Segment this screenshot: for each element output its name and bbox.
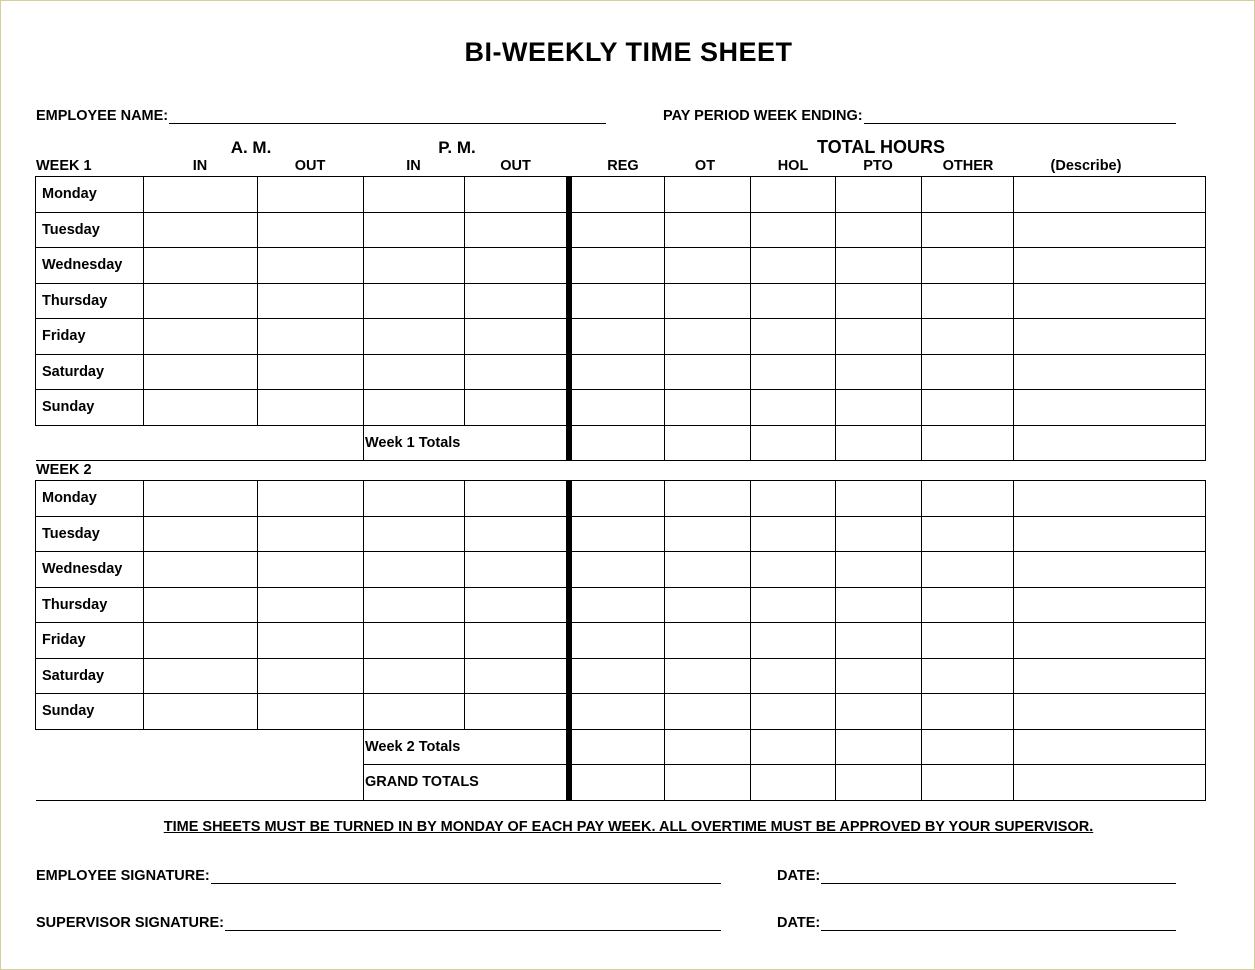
- am-out-cell[interactable]: [258, 481, 364, 517]
- reg-cell[interactable]: [569, 552, 665, 588]
- hol-cell[interactable]: [751, 177, 836, 213]
- reg-cell[interactable]: [569, 481, 665, 517]
- table-row: [36, 177, 1206, 213]
- am-out-cell[interactable]: [258, 212, 364, 248]
- ot-cell[interactable]: [665, 623, 751, 659]
- table-row: [36, 587, 1206, 623]
- table-row: [36, 212, 1206, 248]
- week1-table: [35, 176, 1206, 461]
- total-reg-cell[interactable]: [569, 765, 665, 801]
- pm-in-cell[interactable]: [364, 283, 465, 319]
- describe-cell[interactable]: [1014, 694, 1206, 730]
- other-cell[interactable]: [922, 319, 1014, 355]
- total-pto-cell[interactable]: [836, 729, 922, 765]
- am-in-cell[interactable]: [144, 283, 258, 319]
- describe-cell[interactable]: [1014, 623, 1206, 659]
- pm-out-cell[interactable]: [465, 248, 569, 284]
- am-in-cell[interactable]: [144, 694, 258, 730]
- pay-period-label: PAY PERIOD WEEK ENDING:: [663, 108, 863, 124]
- am-in-header: IN: [192, 158, 208, 174]
- am-out-cell[interactable]: [258, 552, 364, 588]
- reg-cell[interactable]: [569, 177, 665, 213]
- am-out-cell[interactable]: [258, 283, 364, 319]
- day-label: Wednesday: [36, 248, 144, 284]
- employee-date-label: DATE:: [777, 868, 821, 884]
- total-other-cell[interactable]: [922, 729, 1014, 765]
- employee-name-line[interactable]: [169, 107, 606, 124]
- day-label: Monday: [36, 481, 144, 517]
- ot-cell[interactable]: [665, 248, 751, 284]
- reg-cell[interactable]: [569, 623, 665, 659]
- day-label: Tuesday: [36, 212, 144, 248]
- employee-signature-field[interactable]: [36, 867, 721, 884]
- other-cell[interactable]: [922, 283, 1014, 319]
- am-out-cell[interactable]: [258, 390, 364, 426]
- reg-cell[interactable]: [569, 516, 665, 552]
- am-header: A. M.: [230, 138, 272, 157]
- total-describe-cell[interactable]: [1014, 425, 1206, 461]
- hol-cell[interactable]: [751, 248, 836, 284]
- total-describe-cell[interactable]: [1014, 729, 1206, 765]
- describe-cell[interactable]: [1014, 248, 1206, 284]
- pm-in-cell[interactable]: [364, 658, 465, 694]
- other-cell[interactable]: [922, 552, 1014, 588]
- table-row: [36, 658, 1206, 694]
- table-row: [36, 319, 1206, 355]
- page-title: BI-WEEKLY TIME SHEET: [464, 37, 793, 67]
- notice-text: [1, 819, 1255, 835]
- table-row: [36, 390, 1206, 426]
- totals-row: [36, 729, 1206, 765]
- supervisor-date-field[interactable]: [777, 914, 1176, 931]
- reg-cell[interactable]: [569, 587, 665, 623]
- reg-cell[interactable]: [569, 694, 665, 730]
- supervisor-date-label: DATE:: [777, 915, 821, 931]
- am-in-cell[interactable]: [144, 177, 258, 213]
- blank-cell: [36, 765, 364, 801]
- am-out-cell[interactable]: [258, 177, 364, 213]
- pm-out-cell[interactable]: [465, 694, 569, 730]
- describe-cell[interactable]: [1014, 177, 1206, 213]
- other-cell[interactable]: [922, 623, 1014, 659]
- employee-name-field[interactable]: [36, 107, 606, 124]
- totals-label: GRAND TOTALS: [364, 765, 569, 801]
- hol-cell[interactable]: [751, 694, 836, 730]
- supervisor-signature-label: SUPERVISOR SIGNATURE:: [36, 915, 224, 931]
- pm-in-cell[interactable]: [364, 248, 465, 284]
- pto-cell[interactable]: [836, 587, 922, 623]
- am-out-cell[interactable]: [258, 694, 364, 730]
- pto-cell[interactable]: [836, 283, 922, 319]
- day-label: Sunday: [36, 694, 144, 730]
- total-pto-cell[interactable]: [836, 765, 922, 801]
- pm-in-cell[interactable]: [364, 319, 465, 355]
- day-label: Thursday: [36, 283, 144, 319]
- am-out-cell[interactable]: [258, 587, 364, 623]
- pto-cell[interactable]: [836, 552, 922, 588]
- table-row: [36, 623, 1206, 659]
- other-cell[interactable]: [922, 481, 1014, 517]
- pto-cell[interactable]: [836, 390, 922, 426]
- pm-in-cell[interactable]: [364, 354, 465, 390]
- reg-cell[interactable]: [569, 248, 665, 284]
- describe-cell[interactable]: [1014, 212, 1206, 248]
- other-cell[interactable]: [922, 658, 1014, 694]
- pto-cell[interactable]: [836, 516, 922, 552]
- other-cell[interactable]: [922, 248, 1014, 284]
- am-in-cell[interactable]: [144, 658, 258, 694]
- pto-cell[interactable]: [836, 354, 922, 390]
- pm-out-cell[interactable]: [465, 623, 569, 659]
- other-header: OTHER: [942, 158, 994, 174]
- employee-signature-label: EMPLOYEE SIGNATURE:: [36, 868, 210, 884]
- total-reg-cell[interactable]: [569, 425, 665, 461]
- table-row: [36, 283, 1206, 319]
- am-out-cell[interactable]: [258, 248, 364, 284]
- ot-cell[interactable]: [665, 481, 751, 517]
- day-label: Monday: [36, 177, 144, 213]
- total-hours-header: TOTAL HOURS: [816, 137, 945, 157]
- other-cell[interactable]: [922, 212, 1014, 248]
- am-out-cell[interactable]: [258, 516, 364, 552]
- hol-cell[interactable]: [751, 658, 836, 694]
- hol-cell[interactable]: [751, 587, 836, 623]
- pm-in-cell[interactable]: [364, 694, 465, 730]
- ot-cell[interactable]: [665, 516, 751, 552]
- total-hol-cell[interactable]: [751, 765, 836, 801]
- am-in-cell[interactable]: [144, 481, 258, 517]
- day-label: Thursday: [36, 587, 144, 623]
- other-cell[interactable]: [922, 390, 1014, 426]
- day-label: Tuesday: [36, 516, 144, 552]
- table-row: [36, 694, 1206, 730]
- am-in-cell[interactable]: [144, 623, 258, 659]
- am-in-cell[interactable]: [144, 248, 258, 284]
- day-label: Friday: [36, 623, 144, 659]
- reg-cell[interactable]: [569, 390, 665, 426]
- pm-out-header: OUT: [500, 158, 531, 174]
- pay-period-field[interactable]: [663, 107, 1176, 124]
- table-row: [36, 481, 1206, 517]
- supervisor-signature-field[interactable]: [36, 914, 721, 931]
- hol-cell[interactable]: [751, 283, 836, 319]
- am-out-cell[interactable]: [258, 658, 364, 694]
- describe-cell[interactable]: [1014, 354, 1206, 390]
- describe-cell[interactable]: [1014, 390, 1206, 426]
- table-row: [36, 248, 1206, 284]
- reg-cell[interactable]: [569, 212, 665, 248]
- total-other-cell[interactable]: [922, 425, 1014, 461]
- am-out-cell[interactable]: [258, 319, 364, 355]
- pm-out-cell[interactable]: [465, 658, 569, 694]
- week2-table: [35, 480, 1206, 801]
- pm-out-cell[interactable]: [465, 481, 569, 517]
- pm-in-cell[interactable]: [364, 552, 465, 588]
- reg-cell[interactable]: [569, 283, 665, 319]
- supervisor-signature-line[interactable]: [225, 914, 721, 931]
- hol-cell[interactable]: [751, 516, 836, 552]
- other-cell[interactable]: [922, 177, 1014, 213]
- hol-cell[interactable]: [751, 390, 836, 426]
- pm-out-cell[interactable]: [465, 283, 569, 319]
- employee-name-label: EMPLOYEE NAME:: [36, 108, 169, 124]
- blank-cell: [36, 729, 364, 765]
- describe-cell[interactable]: [1014, 283, 1206, 319]
- day-label: Saturday: [36, 354, 144, 390]
- total-ot-cell[interactable]: [665, 765, 751, 801]
- am-in-cell[interactable]: [144, 587, 258, 623]
- totals-row: [36, 765, 1206, 801]
- week2-label: WEEK 2: [36, 462, 92, 478]
- total-describe-cell[interactable]: [1014, 765, 1206, 801]
- ot-cell[interactable]: [665, 552, 751, 588]
- pm-in-cell[interactable]: [364, 177, 465, 213]
- am-in-cell[interactable]: [144, 319, 258, 355]
- am-out-header: OUT: [294, 158, 326, 174]
- ot-cell[interactable]: [665, 177, 751, 213]
- totals-label: Week 1 Totals: [364, 425, 569, 461]
- describe-cell[interactable]: [1014, 587, 1206, 623]
- hol-cell[interactable]: [751, 552, 836, 588]
- week1-label: WEEK 1: [36, 158, 92, 174]
- day-label: Friday: [36, 319, 144, 355]
- totals-row: [36, 425, 1206, 461]
- hol-cell[interactable]: [751, 319, 836, 355]
- total-pto-cell[interactable]: [836, 425, 922, 461]
- pm-in-header: IN: [406, 158, 421, 174]
- employee-signature-line[interactable]: [211, 867, 721, 884]
- total-reg-cell[interactable]: [569, 729, 665, 765]
- pm-in-cell[interactable]: [364, 481, 465, 517]
- pm-out-cell[interactable]: [465, 587, 569, 623]
- table-row: [36, 516, 1206, 552]
- describe-cell[interactable]: [1014, 552, 1206, 588]
- reg-cell[interactable]: [569, 658, 665, 694]
- other-cell[interactable]: [922, 354, 1014, 390]
- totals-label: Week 2 Totals: [364, 729, 569, 765]
- total-other-cell[interactable]: [922, 765, 1014, 801]
- pm-in-cell[interactable]: [364, 623, 465, 659]
- pto-cell[interactable]: [836, 481, 922, 517]
- table-row: [36, 354, 1206, 390]
- am-in-cell[interactable]: [144, 390, 258, 426]
- ot-cell[interactable]: [665, 390, 751, 426]
- ot-cell[interactable]: [665, 319, 751, 355]
- hol-header: HOL: [777, 158, 809, 174]
- pto-cell[interactable]: [836, 319, 922, 355]
- ot-cell[interactable]: [665, 212, 751, 248]
- describe-header: (Describe): [1050, 158, 1122, 174]
- describe-cell[interactable]: [1014, 516, 1206, 552]
- pto-header: PTO: [863, 158, 893, 174]
- hol-cell[interactable]: [751, 623, 836, 659]
- am-out-cell[interactable]: [258, 354, 364, 390]
- am-in-cell[interactable]: [144, 516, 258, 552]
- ot-cell[interactable]: [665, 587, 751, 623]
- other-cell[interactable]: [922, 516, 1014, 552]
- pm-in-cell[interactable]: [364, 390, 465, 426]
- pto-cell[interactable]: [836, 177, 922, 213]
- reg-cell[interactable]: [569, 354, 665, 390]
- other-cell[interactable]: [922, 694, 1014, 730]
- ot-header: OT: [694, 158, 716, 174]
- pm-out-cell[interactable]: [465, 390, 569, 426]
- pm-in-cell[interactable]: [364, 212, 465, 248]
- ot-cell[interactable]: [665, 283, 751, 319]
- describe-cell[interactable]: [1014, 658, 1206, 694]
- notice-underlined: TIME SHEETS MUST BE TURNED IN BY MONDAY OF EACH PAY WEEK. ALL OVERTIME MUST BE APPROVED BY YOUR SUPERVISOR.: [163, 819, 1094, 835]
- table-row: [36, 552, 1206, 588]
- reg-header: REG: [607, 158, 639, 174]
- hol-cell[interactable]: [751, 354, 836, 390]
- pm-out-cell[interactable]: [465, 212, 569, 248]
- employee-date-field[interactable]: [777, 867, 1176, 884]
- ot-cell[interactable]: [665, 658, 751, 694]
- pto-cell[interactable]: [836, 248, 922, 284]
- hol-cell[interactable]: [751, 212, 836, 248]
- pm-out-cell[interactable]: [465, 319, 569, 355]
- day-label: Wednesday: [36, 552, 144, 588]
- total-ot-cell[interactable]: [665, 729, 751, 765]
- describe-cell[interactable]: [1014, 319, 1206, 355]
- day-label: Saturday: [36, 658, 144, 694]
- total-ot-cell[interactable]: [665, 425, 751, 461]
- pm-in-cell[interactable]: [364, 587, 465, 623]
- pm-out-cell[interactable]: [465, 552, 569, 588]
- pm-out-cell[interactable]: [465, 177, 569, 213]
- employee-date-line[interactable]: [821, 867, 1176, 884]
- ot-cell[interactable]: [665, 354, 751, 390]
- am-in-cell[interactable]: [144, 354, 258, 390]
- pm-out-cell[interactable]: [465, 516, 569, 552]
- pto-cell[interactable]: [836, 212, 922, 248]
- pto-cell[interactable]: [836, 623, 922, 659]
- total-hol-cell[interactable]: [751, 729, 836, 765]
- pm-out-cell[interactable]: [465, 354, 569, 390]
- pm-in-cell[interactable]: [364, 516, 465, 552]
- reg-cell[interactable]: [569, 319, 665, 355]
- hol-cell[interactable]: [751, 481, 836, 517]
- pto-cell[interactable]: [836, 658, 922, 694]
- pm-header: P. M.: [438, 138, 476, 157]
- am-out-cell[interactable]: [258, 623, 364, 659]
- am-in-cell[interactable]: [144, 212, 258, 248]
- other-cell[interactable]: [922, 587, 1014, 623]
- pay-period-line[interactable]: [864, 107, 1176, 124]
- day-label: Sunday: [36, 390, 144, 426]
- total-hol-cell[interactable]: [751, 425, 836, 461]
- pto-cell[interactable]: [836, 694, 922, 730]
- describe-cell[interactable]: [1014, 481, 1206, 517]
- supervisor-date-line[interactable]: [821, 914, 1176, 931]
- am-in-cell[interactable]: [144, 552, 258, 588]
- blank-cell: [36, 425, 364, 461]
- ot-cell[interactable]: [665, 694, 751, 730]
